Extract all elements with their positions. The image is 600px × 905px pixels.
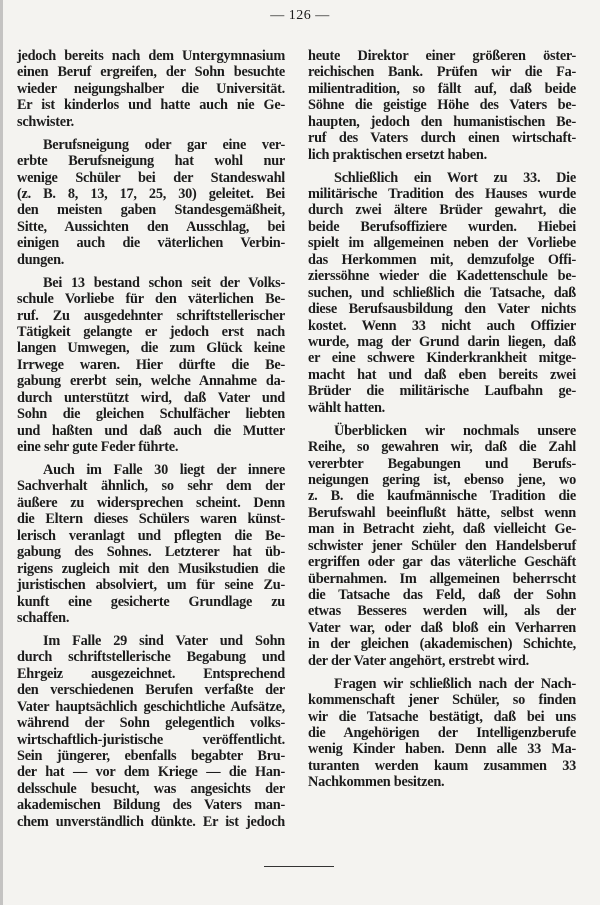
text-line: Söhne die geistige Höhe des Vaters be- [308, 97, 576, 114]
text-line: dungen. [17, 251, 65, 268]
text-line: chem unverständlich dünkte. Er ist jedoch [17, 813, 285, 830]
text-line: macht hat und daß eben bereits zwei [308, 366, 576, 383]
text-line: reichischen Bank. Prüfen wir die Fa- [308, 64, 576, 81]
text-line: milientradition, so fällt auf, daß beide [308, 80, 576, 97]
text-line: neigungen gering ist, ebenso jene, wo [308, 471, 576, 488]
text-line: etwas Besseres werden will, als der [308, 603, 576, 620]
text-line: delsschule besucht, was angesichts der [17, 780, 285, 797]
right-text-column [308, 48, 576, 791]
text-line: heute Direktor einer größeren öster- [308, 48, 576, 64]
text-line: vererbter Begabungen und Berufs- [308, 455, 576, 472]
text-line: Sein jüngerer, ebenfalls begabter Bru- [17, 747, 285, 764]
text-line: ruf. Zu ausgedehnter schriftstellerischer [17, 307, 285, 324]
text-line: Brüder die militärische Laufbahn ge- [308, 383, 576, 400]
text-line: zierssöhne wieder die Kadettenschule be- [308, 268, 576, 285]
text-line: äußere zu widersprechen scheint. Denn [17, 494, 285, 511]
text-line: Ehrgeiz ausgezeichnet. Entsprechend [17, 665, 285, 682]
text-line: während der Sohn gelegentlich volks- [17, 715, 285, 732]
text-line: Reihe, so gewahren wir, daß die Zahl [308, 439, 576, 456]
text-line: militärische Tradition des Hauses wurde [308, 186, 576, 202]
text-line: wenige Schüler bei der Standeswahl [17, 169, 285, 186]
text-line: schaffen. [17, 609, 70, 626]
text-line: Berufswahl beeinflußt hätte, selbst wenn [308, 504, 576, 521]
text-line: juristischen absolviert, um für seine Zu- [17, 577, 285, 594]
text-line: durch schriftstellerische Begabung und [17, 649, 285, 666]
text-line: beide Berufsoffiziere wurden. Hiebei [308, 218, 576, 235]
left-text-column [17, 48, 285, 830]
text-line: und haßten und daß auch die Mutter [17, 422, 285, 439]
text-line: Vater hauptsächlich geschichtliche Aufsätze, [17, 698, 285, 715]
text-line: wenig Kinder haben. Denn alle 33 Ma- [308, 741, 576, 758]
text-line: schule Vorliebe für den väterlichen Be- [17, 291, 285, 308]
text-line: einigen auch die väterlichen Verbin- [17, 235, 285, 252]
text-line: ergriffen oder gar das väterliche Geschäft [308, 554, 576, 571]
text-line: erbte Berufsneigung hat wohl nur [17, 153, 285, 170]
text-line: er eine schwere Kinderkrankheit mitge- [308, 350, 576, 367]
text-line: spielt im allgemeinen neben der Vorliebe [308, 235, 576, 252]
text-line: diese Berufsausbildung den Vater nichts [308, 301, 576, 318]
text-line: turanten werden kaum zusammen 33 [308, 757, 576, 774]
text-line: jedoch bereits nach dem Untergymnasium [17, 48, 285, 64]
text-line: Schließlich ein Wort zu 33. Die [334, 169, 576, 186]
text-line: Sachverhalt ähnlich, so sehr dem der [17, 478, 285, 495]
text-line: Nachkommen besitzen. [308, 774, 445, 791]
text-line: Tätigkeit gelangte er jedoch erst nach [17, 324, 285, 340]
page-edge-shadow [0, 0, 3, 905]
text-line: rigens zugleich mit den Musikstudien die [17, 560, 285, 577]
text-line: die Angehörigen der Intelligenzberufe [308, 725, 576, 741]
text-line: Sitte, Aussichten den Ausschlag, bei [17, 218, 285, 235]
text-line: die Tatsache das Feld, daß der Sohn [308, 587, 576, 603]
end-divider-rule [264, 866, 334, 867]
text-line: durch zwei ältere Brüder gewahrt, die [308, 202, 576, 219]
text-line: durch unterstützt wird, daß Vater und [17, 389, 285, 406]
text-line: Irrwege waren. Hier dürfte die Be- [17, 356, 285, 373]
text-line: den meisten gaben Standesgemäßheit, [17, 202, 285, 219]
text-line: wirtschaftlich-juristische veröffentlicht. [17, 731, 285, 748]
text-line: Vater war, oder daß bloß ein Verharren [308, 619, 576, 636]
text-line: gabung des Sohnes. Letzterer hat üb- [17, 544, 285, 561]
text-line: der hat — vor dem Kriege — die Han- [17, 764, 285, 781]
text-line: lerisch veranlagt und pflegten die Be- [17, 527, 285, 544]
text-line: z. B. die kaufmännische Tradition die [308, 488, 576, 505]
text-line: kommenschaft jener Schüler, so finden [308, 692, 576, 709]
text-line: der der Vater angehört, erstrebt wird. [308, 652, 529, 669]
text-line: Fragen wir schließlich nach der Nach- [334, 675, 576, 692]
text-line: (z. B. 8, 13, 17, 25, 30) geleitet. Bei [17, 186, 285, 202]
page-number: — 126 — [270, 8, 330, 23]
text-line: schwister. [17, 113, 74, 130]
text-line: ruf des Vaters durch einen wirtschaft- [308, 130, 576, 147]
text-line: akademischen Bildung des Vaters man- [17, 797, 285, 814]
text-line: Im Falle 29 sind Vater und Sohn [43, 632, 285, 649]
text-line: die Eltern dieses Schülers waren künst- [17, 511, 285, 528]
text-line: kostet. Wenn 33 nicht auch Offizier [308, 317, 576, 334]
text-line: wählt hatten. [308, 399, 385, 416]
text-line: gabung ererbt sein, welche Annahme da- [17, 373, 285, 390]
text-line: das Herkommen mit, demzufolge Offi- [308, 251, 576, 268]
text-line: Sohn die gleichen Schulfächer liebten [17, 406, 285, 423]
text-line: langen Umwegen, die zum Glück keine [17, 340, 285, 357]
text-line: Er ist kinderlos und hatte auch nie Ge- [17, 97, 285, 114]
text-line: schwister jener Schüler den Handelsberuf [308, 537, 576, 554]
text-line: Überblicken wir nochmals unsere [334, 422, 576, 439]
text-line: einen Beruf ergreifen, der Sohn besuchte [17, 64, 285, 81]
text-line: Berufsneigung oder gar eine ver- [43, 136, 285, 153]
text-line: haupten, jedoch den humanistischen Be- [308, 113, 576, 130]
text-line: man in Betracht zieht, daß vielleicht Ge- [308, 521, 576, 538]
text-line: Auch im Falle 30 liegt der innere [43, 462, 285, 478]
text-line: den verschiedenen Berufen verfaßte der [17, 682, 285, 699]
text-line: lich praktischen ersetzt haben. [308, 146, 487, 163]
text-line: kunft eine gesicherte Grundlage zu [17, 593, 285, 610]
text-line: in der gleichen (akademischen) Schichte, [308, 636, 576, 653]
text-line: eine sehr gute Feder führte. [17, 439, 179, 456]
text-line: Bei 13 bestand schon seit der Volks- [43, 274, 285, 291]
text-line: wieder neigungshalber die Universität. [17, 80, 285, 97]
text-line: wir die Tatsache bestätigt, daß bei uns [308, 708, 576, 725]
text-line: suchen, und schließlich die Tatsache, daß [308, 284, 576, 301]
text-line: wurde, mag der Grund darin liegen, daß [308, 333, 576, 350]
text-line: übernahmen. Im allgemeinen beherrscht [308, 570, 576, 587]
